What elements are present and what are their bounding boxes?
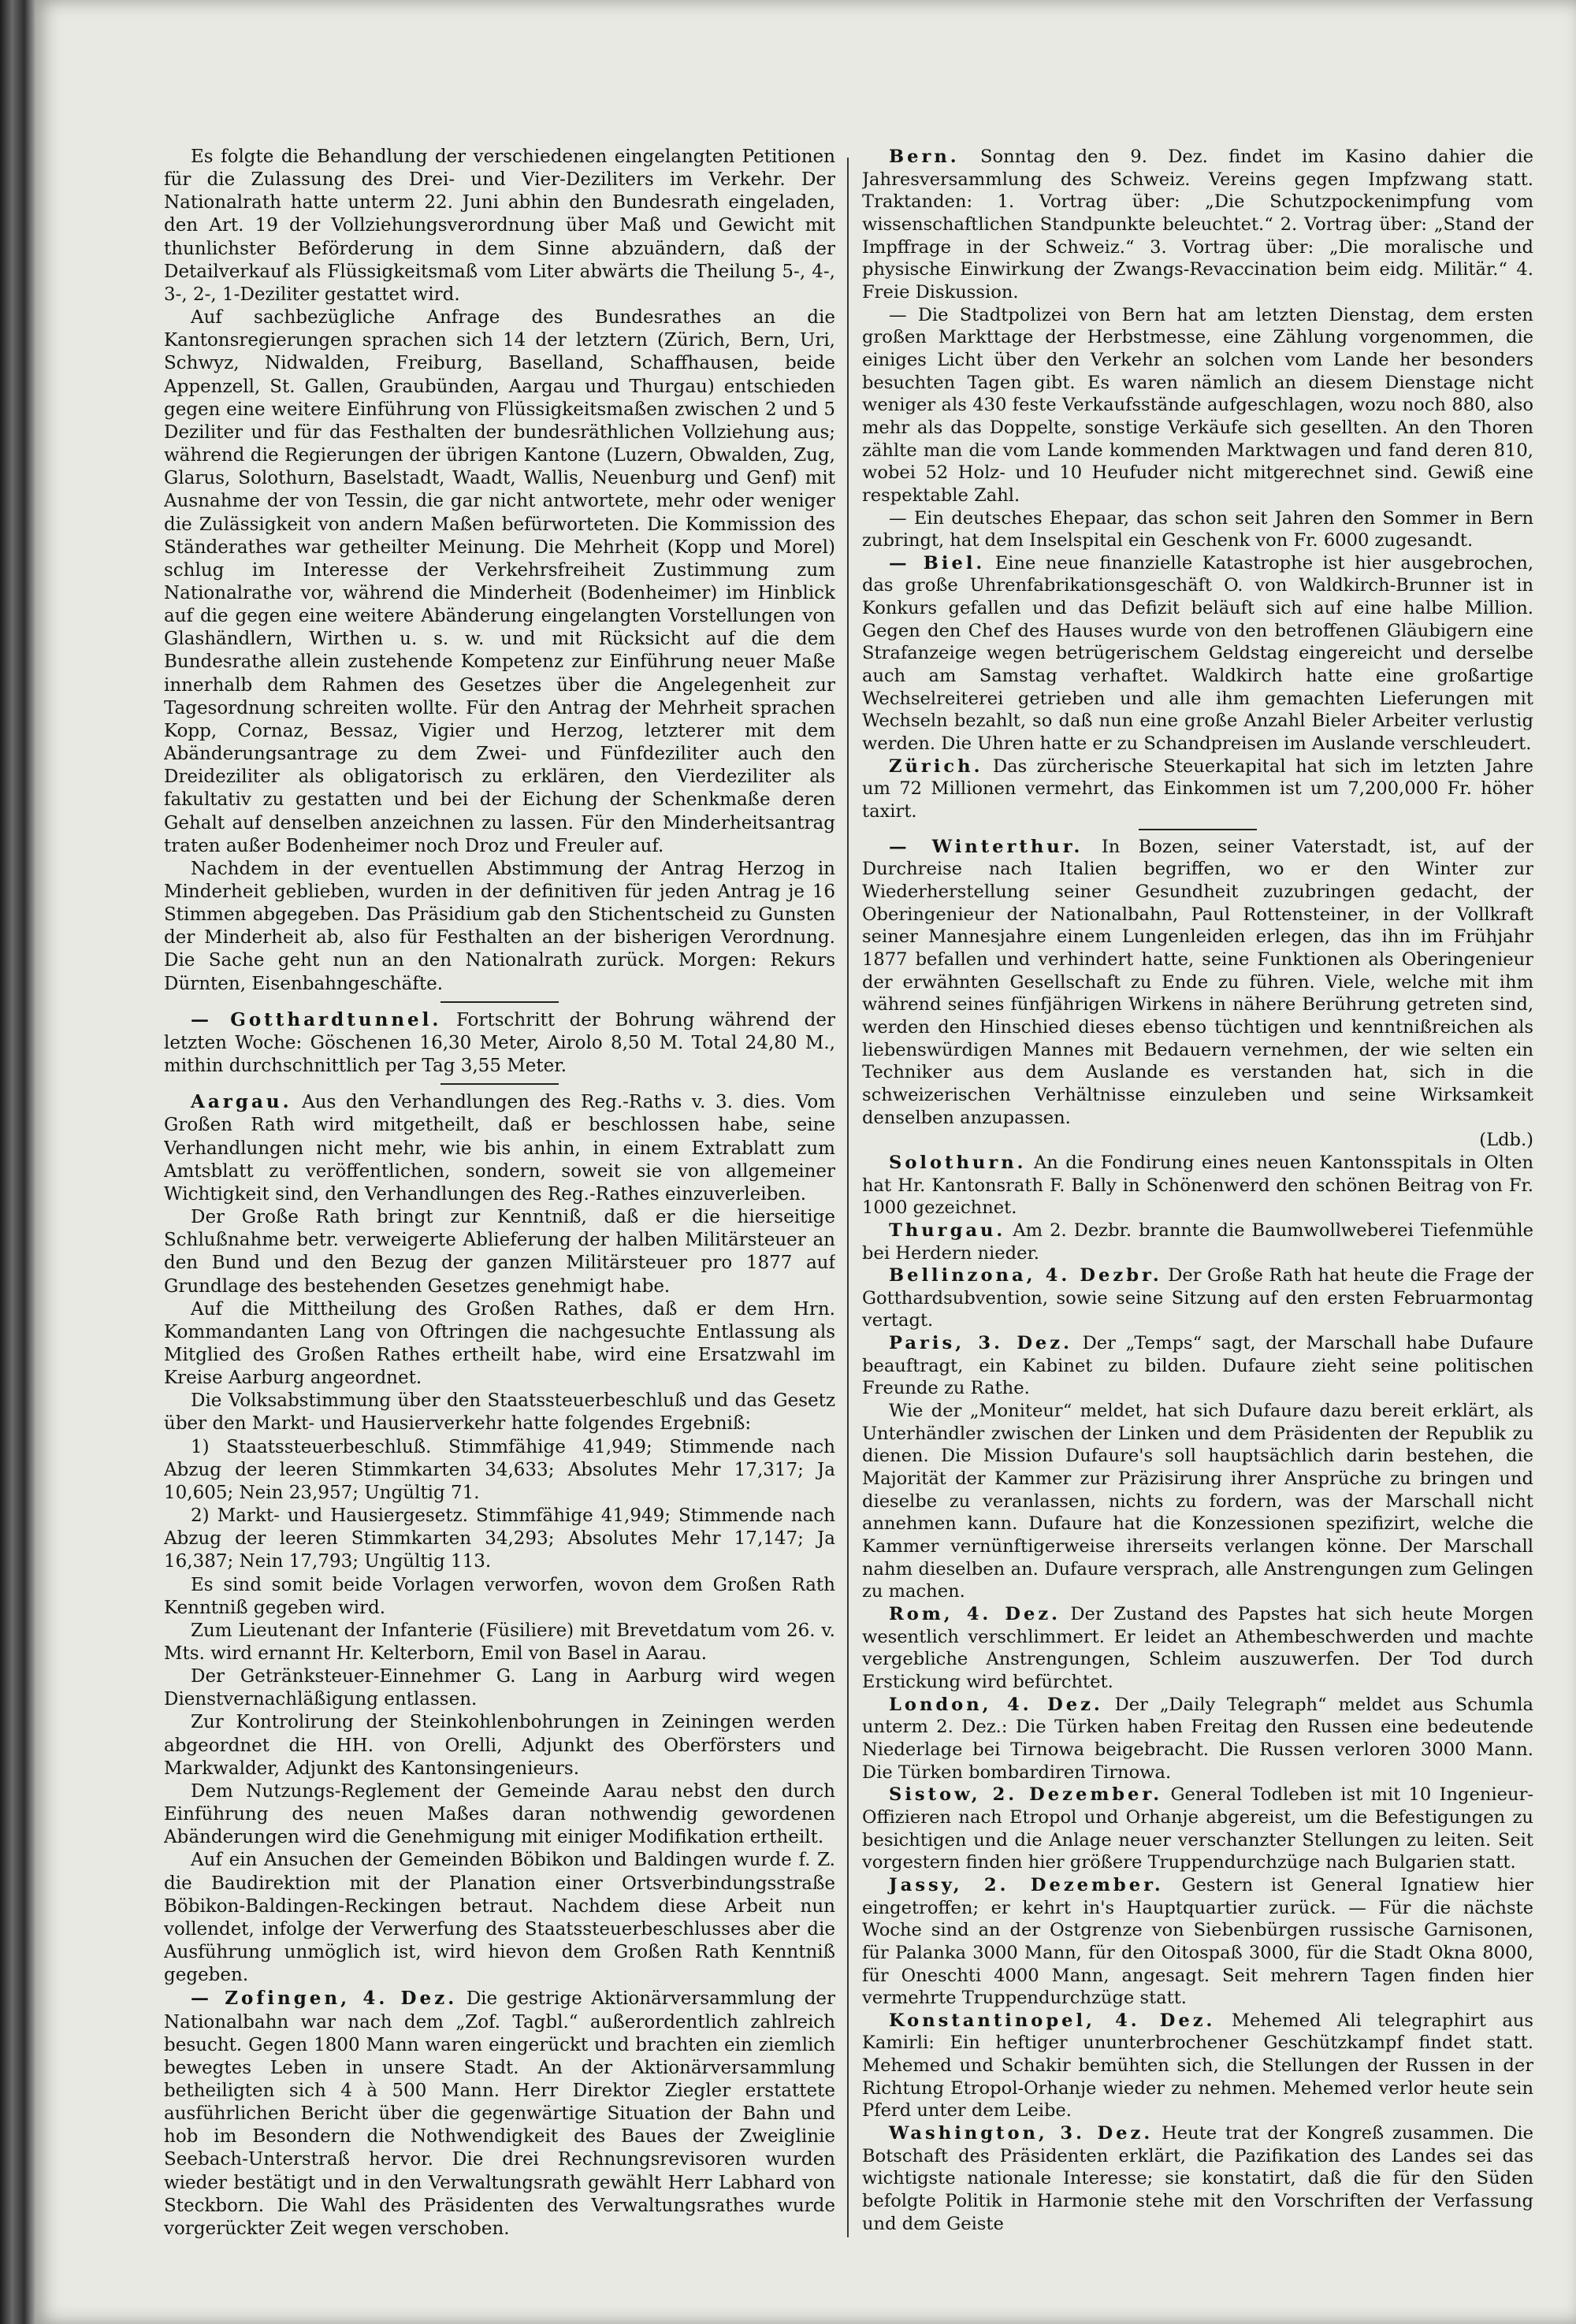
news-text: Der Zustand des Papstes hat sich heute Morgen wesentlich verschlimmert. Er leidet an Athembeschwerden und machte vergebliche Anstrengungen, Schleim auszuwerfen. Der Tod durch Erstickung wird befürchtet. bbox=[862, 1604, 1533, 1692]
dateline: Paris, 3. Dez. bbox=[889, 1333, 1072, 1354]
news-text: Der „Temps“ sagt, der Marschall habe Dufaure beauftragt, ein Kabinet zu bilden. Dufaure zieht seine politischen Freunde zu Rathe. bbox=[862, 1333, 1533, 1399]
news-text: Heute trat der Kongreß zusammen. Die Botschaft des Präsidenten erklärt, die Pazifikation des Landes sei das wichtigste nationale Interesse; sie konstatirt, daß die für den Süden befolgte Politik in Harmonie stehe mit den Vorschriften der Verfassung und dem Geiste bbox=[862, 2123, 1533, 2234]
news-text: Fortschritt der Bohrung während der letzten Woche: Göschenen 16,30 Meter, Airolo 8,50 M. Total 24,80 M., mithin durchschnittlich per Tag 3,55 Meter. bbox=[164, 1009, 835, 1077]
news-text: Am 2. Dezbr. brannte die Baumwollweberei Tiefenmühle bei Herdern nieder. bbox=[862, 1220, 1533, 1264]
paragraph: Dem Nutzungs-Reglement der Gemeinde Aarau nebst den durch Einführung des neuen Maßes daran nothwendig gewordenen Abänderungen wird die Genehmigung mit einiger Modifikation ertheilt. bbox=[164, 1780, 835, 1848]
dateline: — Biel. bbox=[889, 552, 986, 574]
paragraph: Der Große Rath bringt zur Kenntniß, daß er die hierseitige Schlußnahme betr. verweigerte Ablieferung der halben Militärsteuer an den Bund und den Bezug der ganzen Militärsteuer pro 1877 auf Grundlage des bestehenden Gesetzes genehmigt habe. bbox=[164, 1207, 835, 1297]
news-text: Mehemed Ali telegraphirt aus Kamirli: Ein heftiger ununterbrochener Geschützkampf findet statt. Mehemed und Schakir bemühten sich, die Stellungen der Russen in der Richtung Etropol-Orhanje wieder zu nehmen. Mehemed verlor heute sein Pferd unter dem Leibe. bbox=[862, 2010, 1533, 2122]
paragraph: Zur Kontrolirung der Steinkohlenbohrungen in Zeiningen werden abgeordnet die HH. von Orelli, Adjunkt des Oberförsters und Markwalder, Adjunkt des Kantonsingenieurs. bbox=[164, 1712, 835, 1779]
news-text: Der „Daily Telegraph“ meldet aus Schumla unterm 2. Dez.: Die Türken haben Freitag den Russen eine bedeutende Niederlage bei Tirnowa beigebracht. Die Russen verloren 3000 Mann. Die Türken bombardiren Tirnowa. bbox=[862, 1694, 1533, 1783]
news-item bbox=[862, 146, 1533, 304]
news-item bbox=[862, 1220, 1533, 1264]
news-item bbox=[862, 2122, 1533, 2235]
separator-rule bbox=[1139, 829, 1257, 830]
news-item bbox=[862, 1332, 1533, 1400]
dateline: Bern. bbox=[889, 147, 960, 167]
dateline: Aargau. bbox=[191, 1091, 292, 1113]
dateline: Zürich. bbox=[889, 755, 983, 777]
news-item bbox=[164, 1008, 835, 1078]
separator-rule bbox=[440, 1083, 559, 1085]
dateline: — Gotthardtunnel. bbox=[191, 1008, 442, 1030]
paragraph: Auf ein Ansuchen der Gemeinden Böbikon und Baldingen wurde f. Z. die Baudirektion mit der Planation einer Ortsverbindungsstraße Böbikon-Baldingen-Reckingen betraut. Nachdem diese Arbeit nun vollendet, infolge der Verwerfung des Staatssteuerbeschlusses aber die Ausführung unmöglich ist, wird hievon dem Großen Rath Kenntniß gegeben. bbox=[164, 1850, 835, 1986]
news-item bbox=[862, 755, 1533, 823]
left-column bbox=[164, 146, 835, 2241]
dateline: Solothurn. bbox=[889, 1152, 1027, 1173]
news-text: Aus den Verhandlungen des Reg.-Raths v. 3. dies. Vom Großen Rath wird mitgetheilt, daß er beschlossen habe, seine Verhandlungen nicht mehr, wie bis anhin, in einem Extrablatt zum Amtsblatt zu veröffentlichen, sondern, soweit sie von allgemeiner Wichtigkeit sind, den Verhandlungen des Reg.-Rathes einzuverleiben. bbox=[164, 1092, 835, 1205]
right-column bbox=[862, 146, 1533, 2241]
news-item bbox=[862, 1264, 1533, 1332]
news-item bbox=[862, 1874, 1533, 2010]
news-item bbox=[164, 1987, 835, 2240]
news-text: Gestern ist General Ignatiew hier eingetroffen; er kehrt in's Hauptquartier zurück. — Für die nächste Woche sind an der Ostgrenze von Siebenbürgen russische Garnisonen, für Palanka 3000 Mann, für den Oitospaß 3000, für die Stadt Okna 8000, für Oneschti 4000 Mann, angesagt. Seit mehrern Tagen finden hier vermehrte Truppendurchzüge statt. bbox=[862, 1874, 1533, 2009]
news-item bbox=[862, 1603, 1533, 1694]
news-text: In Bozen, seiner Vaterstadt, ist, auf der Durchreise nach Italien begriffen, wo er den Winter zur Wiederherstellung seiner Gesundheit zuzubringen gedacht, der Oberingenieur der Nationalbahn, Paul Rottensteiner, in der Vollkraft seiner Mannesjahre einem Lungenleiden erlegen, das ihn im Frühjahr 1877 befallen und verhindert hatte, seine Funktionen als Oberingenieur der erwähnten Gesellschaft zu Ende zu führen. Viele, welche mit ihm während seines fünfjährigen Wirkens in nähere Berührung getreten sind, werden den Hinschied dieses ebenso tüchtigen und kenntnißreichen als liebenswürdigen Mannes mit Bedauern vernehmen, der wie selten ein Techniker aus dem Auslande es verstanden hat, sich in die schweizerischen Verhältnisse einzuleben und seine Wirksamkeit denselben anzupassen. bbox=[862, 836, 1533, 1128]
news-item bbox=[862, 1152, 1533, 1220]
news-text: Die gestrige Aktionärversammlung der Nationalbahn war nach dem „Zof. Tagbl.“ außerordentlich zahlreich besucht. Gegen 1800 Mann waren eingerückt und brachten ein ziemlich bewegtes Leben in unsere Stadt. An der Aktionärversammlung betheiligten sich 4 à 500 Mann. Herr Direktor Ziegler erstattete ausführlichen Bericht über die gegenwärtige Situation der Bahn und hob im Besondern die Nothwendigkeit des Baues der Zweiglinie Seebach-Unterstraß hervor. Die drei Rechnungsrevisoren wurden wieder bestätigt und in den Verwaltungsrath gewählt Herr Labhard von Steckborn. Die Wahl des Präsidenten des Verwaltungsrathes wurde vorgerückter Zeit wegen verschoben. bbox=[164, 1988, 835, 2239]
news-text: Das zürcherische Steuerkapital hat sich im letzten Jahre um 72 Millionen vermehrt, das Einkommen ist um 7,200,000 Fr. höher taxirt. bbox=[862, 755, 1533, 822]
dateline: Rom, 4. Dez. bbox=[889, 1604, 1061, 1624]
paragraph: Auf die Mittheilung des Großen Rathes, daß er dem Hrn. Kommandanten Lang von Oftringen die nachgesuchte Entlassung als Mitglied des Großen Rathes ertheilt habe, wird eine Ersatzwahl im Kreise Aarburg angeordnet. bbox=[164, 1298, 835, 1389]
paragraph: Auf sachbezügliche Anfrage des Bundesrathes an die Kantonsregierungen sprachen sich 14 der letztern (Zürich, Bern, Uri, Schwyz, Nidwalden, Freiburg, Baselland, Schaffhausen, beide Appenzell, St. Gallen, Graubünden, Aargau und Thurgau) entschieden gegen eine weitere Einführung von Flüssigkeitsmaßen zwischen 2 und 5 Deziliter und für das Festhalten der bundesräthlichen Vollziehung aus; während die Regierungen der übrigen Kantone (Luzern, Obwalden, Zug, Glarus, Solothurn, Baselstadt, Waadt, Wallis, Neuenburg und Genf) mit Ausnahme der von Tessin, die gar nicht antwortete, mehr oder weniger die Zulässigkeit von andern Maßen befürworteten. Die Kommission des Ständerathes war getheilter Meinung. Die Mehrheit (Kopp und Morel) schlug im Interesse der Verkehrsfreiheit Zustimmung zum Nationalrathe vor, während die Minderheit (Bodenheimer) im Hinblick auf die gegen eine weitere Abänderung eingelangten Vorstellungen von Glashändlern, Wirthen u. s. w. und mit Rücksicht auf die dem Bundesrathe allein zustehende Kompetenz zur Einführung neuer Maße innerhalb dem Rahmen des Gesetzes über die Angelegenheit zur Tagesordnung schreiten wollte. Für den Antrag der Mehrheit sprachen Kopp, Cornaz, Bessaz, Vigier und Herzog, letzterer mit dem Abänderungsantrage zu dem Zwei- und Fünfdeziliter auch den Dreideziliter als obligatorisch zu erklären, den Vierdeziliter als fakultativ zu gestatten und bei der Eichung der Schenkmaße deren Gehalt auf denselben anzeichnen zu lassen. Für den Minderheitsantrag traten außer Bodenheimer noch Droz und Freuler auf. bbox=[164, 307, 835, 856]
paragraph: 2) Markt- und Hausiergesetz. Stimmfähige 41,949; Stimmende nach Abzug der leeren Stimmkarten 34,293; Absolutes Mehr 17,147; Ja 16,387; Nein 17,793; Ungültig 113. bbox=[164, 1505, 835, 1572]
paragraph: Der Getränksteuer-Einnehmer G. Lang in Aarburg wird wegen Dienstvernachläßigung entlassen. bbox=[164, 1666, 835, 1710]
paragraph: Die Volksabstimmung über den Staatssteuerbeschluß und das Gesetz über den Markt- und Hausierverkehr hatte folgendes Ergebniß: bbox=[164, 1390, 835, 1435]
news-item bbox=[862, 836, 1533, 1130]
dateline: — Zofingen, 4. Dez. bbox=[191, 1988, 458, 2010]
news-text: Der Große Rath hat heute die Frage der Gotthardsubvention, sowie seine Sitzung auf den ersten Februarmontag vertagt. bbox=[862, 1265, 1533, 1331]
paragraph: — Ein deutsches Ehepaar, das schon seit Jahren den Sommer in Bern zubringt, hat dem Inselspital ein Geschenk von Fr. 6000 zugesandt. bbox=[862, 507, 1533, 551]
book-spine bbox=[0, 0, 35, 2324]
dateline: Sistow, 2. Dezember. bbox=[889, 1784, 1163, 1806]
dateline: Konstantinopel, 4. Dez. bbox=[889, 2010, 1216, 2031]
paragraph: Es sind somit beide Vorlagen verworfen, wovon dem Großen Rath Kenntniß gegeben wird. bbox=[164, 1574, 835, 1618]
separator-rule bbox=[440, 1001, 559, 1003]
paragraph: Es folgte die Behandlung der verschiedenen eingelangten Petitionen für die Zulassung des Drei- und Vier-Deziliters im Verkehr. Der Nationalrath hatte unterm 22. Juni abhin den Bundesrath eingeladen, den Art. 19 der Vollziehungsverordnung über Maß und Gewicht mit thunlichster Beförderung in dem Sinne abzuändern, daß der Detailverkauf als Flüssigkeitsmaß vom Liter abwärts die Theilung 5-, 4-, 3-, 2-, 1-Deziliter gestattet wird. bbox=[164, 147, 835, 305]
paragraph: Nachdem in der eventuellen Abstimmung der Antrag Herzog in Minderheit geblieben, wurden in der definitiven für jeden Antrag je 16 Stimmen abgegeben. Das Präsidium gab den Stichentscheid zu Gunsten der Minderheit ab, also für Festhalten an der bisherigen Verordnung. Die Sache geht nun an den Nationalrath zurück. Morgen: Rekurs Dürnten, Eisenbahngeschäfte. bbox=[164, 858, 835, 994]
news-item bbox=[862, 552, 1533, 755]
paragraph: Wie der „Moniteur“ meldet, hat sich Dufaure dazu bereit erklärt, als Unterhändler zwischen der Linken und dem Präsidenten der Republik zu dienen. Die Mission Dufaure's soll hauptsächlich darin bestehen, die Majorität der Kammer zur Präzisirung ihrer Ansprüche zu bringen und dieselbe zu veranlassen, nichts zu fordern, was der Marschall nicht annehmen kann. Dufaure hat die Konzessionen spezifizirt, welche die Kammer vernünftigerweise ihrerseits verlangen könne. Der Marschall nahm dieselben an. Dufaure versprach, alle Anstrengungen zum Gelingen zu machen. bbox=[862, 1401, 1533, 1602]
paragraph: 1) Staatssteuerbeschluß. Stimmfähige 41,949; Stimmende nach Abzug der leeren Stimmkarten 34,633; Absolutes Mehr 17,317; Ja 10,605; Nein 23,957; Ungültig 71. bbox=[164, 1436, 835, 1503]
dateline: — Winterthur. bbox=[889, 836, 1084, 857]
news-text: An die Fondirung eines neuen Kantonsspitals in Olten hat Hr. Kantonsrath F. Bally in Schönenwerd den schönen Beitrag von Fr. 1000 gezeichnet. bbox=[862, 1152, 1533, 1219]
paragraph: — Die Stadtpolizei von Bern hat am letzten Dienstag, dem ersten großen Markttage der Herbstmesse, eine Zählung vorgenommen, die einiges Licht über den Verkehr an solchen vom Lande her besonders besuchten Tagen gibt. Es waren nämlich an diesem Dienstage nicht weniger als 430 feste Verkaufsstände aufgeschlagen, wozu noch 880, also mehr als das Doppelte, sonstige Verkäufe sich gesellten. An den Thoren zählte man die vom Lande kommenden Marktwagen und fand deren 810, wobei 52 Holz- und 10 Heufuder nicht mitgerechnet sind. Gewiß eine respektable Zahl. bbox=[862, 304, 1533, 506]
news-text: Sonntag den 9. Dez. findet im Kasino dahier die Jahresversammlung des Schweiz. Vereins gegen Impfzwang statt. Traktanden: 1. Vortrag über: „Die Schutzpockenimpfung vom wissenschaftlichen Standpunkte beleuchtet.“ 2. Vortrag über: „Stand der Impffrage in der Schweiz.“ 3. Vortrag über: „Die moralische und physische Einwirkung der Zwangs-Revaccination beim eidg. Militär.“ 4. Freie Diskussion. bbox=[862, 147, 1533, 303]
paragraph: Zum Lieutenant der Infanterie (Füsiliere) mit Brevetdatum vom 26. v. Mts. wird ernannt Hr. Kelterborn, Emil von Basel in Aarau. bbox=[164, 1620, 835, 1664]
dateline: Jassy, 2. Dezember. bbox=[889, 1874, 1164, 1895]
news-text: General Todleben ist mit 10 Ingenieur-Offizieren nach Etropol und Orhanje abgereist, um die Befestigungen zu besichtigen und die Anlage neuer verschanzter Stellungen zu leiten. Seit vorgestern finden hier größere Truppendurchzüge nach Bulgarien statt. bbox=[862, 1784, 1533, 1873]
dateline: Washington, 3. Dez. bbox=[889, 2123, 1154, 2144]
news-item bbox=[862, 2010, 1533, 2122]
news-item bbox=[862, 1784, 1533, 1874]
dateline: Thurgau. bbox=[889, 1220, 1006, 1241]
news-item bbox=[862, 1694, 1533, 1784]
dateline: London, 4. Dez. bbox=[889, 1694, 1103, 1715]
dateline: Bellinzona, 4. Dezbr. bbox=[889, 1265, 1162, 1286]
source-attribution: (Ldb.) bbox=[1479, 1130, 1533, 1151]
column-divider bbox=[847, 158, 849, 2237]
news-text: Eine neue finanzielle Katastrophe ist hier ausgebrochen, das große Uhrenfabrikationsgeschäft O. von Waldkirch-Brunner ist in Konkurs gefallen und das Defizit beläuft sich auf eine halbe Million. Gegen den Chef des Hauses wurde von den betroffenen Gläubigern eine Strafanzeige wegen betrügerischem Geldstag eingereicht und derselbe auch am Samstag verhaftet. Waldkirch hatte eine großartige Wechselreiterei getrieben und alle ihm gemachten Lieferungen mit Wechseln bezahlt, so daß nun eine große Anzahl Bieler Arbeiter verlustig werden. Die Uhren hatte er zu Schandpreisen im Auslande verschleudert. bbox=[862, 552, 1533, 755]
news-item bbox=[164, 1090, 835, 1206]
newspaper-page bbox=[35, 0, 1576, 2324]
